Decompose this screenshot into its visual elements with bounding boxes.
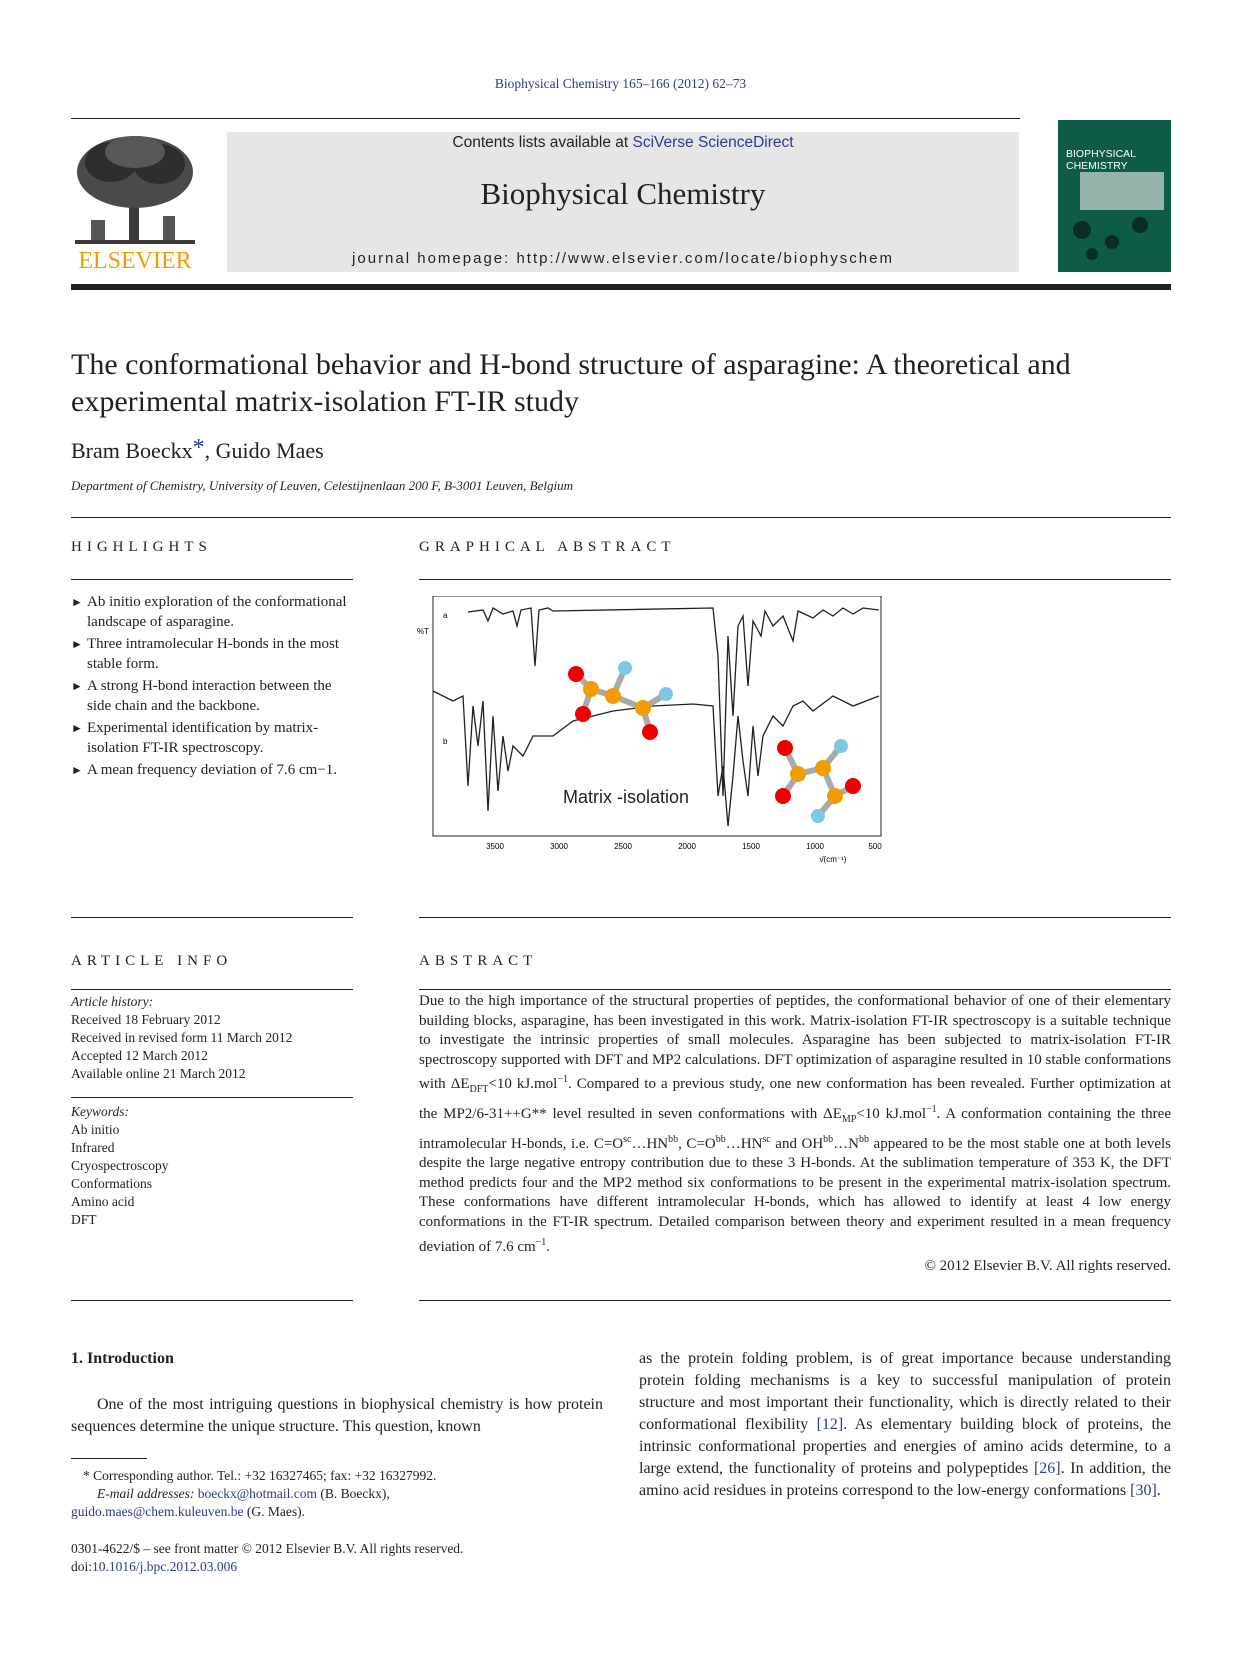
email-link[interactable]: boeckx@hotmail.com	[197, 1486, 318, 1501]
ref-link[interactable]: [12]	[816, 1416, 844, 1433]
journal-name: Biophysical Chemistry	[480, 176, 766, 211]
keyword: Conformations	[71, 1176, 152, 1191]
journal-homepage[interactable]: journal homepage: http://www.elsevier.com/locate/biophyschem	[352, 250, 894, 267]
history-item: Available online 21 March 2012	[71, 1066, 246, 1081]
contents-line: Contents lists available at SciVerse ScienceDirect	[452, 134, 794, 151]
cover-title: BIOPHYSICAL CHEMISTRY	[1066, 148, 1136, 172]
graphical-abstract-heading: GRAPHICAL ABSTRACT	[419, 539, 676, 555]
highlight-item: ► Experimental identification by matrix-isolation FT-IR spectroscopy.	[71, 718, 353, 758]
abstract-text: Due to the high importance of the structural properties of peptides, the conformational behavior of one of their elementary building blocks, asparagine, has been investigated in this work. Matrix-isolation FT-IR spectroscopy is a suitable technique to investigate the intrinsic properties of small molecules. Asparagine has been subjected to matrix-isolation FT-IR spectroscopy supported with DFT and MP2 calculations. DFT optimization of asparagine resulted in 10 stable conformations with $\Delta E_{DFT}<10$ kJ.mol$^{-1}$. Compared to a previous study, one new conformation has been revealed. Further optimization at the MP2/6-31++G** level resulted in seven conformations with $\Delta E_{MP}<10$ kJ.mol$^{-1}$. A conformation containing the three intramolecular H-bonds, i.e. $C=O^{sc}\dots HN^{bb}$, $C=O^{bb}\dots HN^{sc}$ and $OH^{bb}\dots N^{bb}$ appeared to be the most stable one at both levels despite the large negative entropy contribution due to these 3 H-bonds. At the sublimation temperature of 353 K, the DFT method predicts four and the MP2 method six conformations to be present in the experimental matrix-isolation spectrum. These conformations have different intramolecular H-bonds, which has allowed to identify at least 4 low energy conformations in the FT-IR spectrum. Detailed comparison between theory and experiment resulted in a mean frequency deviation of 7.6 $cm^{-1}$. © 2012 Elsevier B.V. All rights reserved.	[419, 992, 1171, 1277]
elsevier-logo	[71, 132, 199, 274]
graphical-abstract-figure	[413, 596, 888, 868]
x-axis-ticks	[486, 842, 882, 851]
matrix-isolation-label: Matrix -isolation	[563, 787, 690, 807]
corresponding-mark[interactable]: *	[192, 435, 205, 461]
journal-citation[interactable]: Biophysical Chemistry 165–166 (2012) 62–73	[494, 76, 747, 91]
doi-link[interactable]: 10.1016/j.bpc.2012.03.006	[92, 1559, 238, 1574]
x-tick: 3500	[486, 842, 504, 851]
x-axis-unit: ν̄(cm⁻¹)	[819, 855, 847, 864]
x-tick: 3000	[550, 842, 568, 851]
article-title: The conformational behavior and H-bond structure of asparagine: A theoretical and experimental matrix-isolation FT-IR study	[71, 348, 1071, 418]
keyword: Amino acid	[71, 1194, 135, 1209]
article-history: Article history: Received 18 February 2012 Received in revised form 11 March 2012 Accepted 12 March 2012 Available online 21 March 2012	[71, 993, 353, 1083]
cover-spheres-icon	[1062, 210, 1162, 265]
header-bar	[71, 284, 1171, 290]
x-tick: 2000	[678, 842, 696, 851]
highlights-list	[71, 592, 353, 782]
email-link[interactable]: guido.maes@chem.kuleuven.be	[71, 1504, 244, 1519]
article-info-heading: ARTICLE INFO	[71, 953, 233, 969]
elsevier-tree-icon	[71, 132, 199, 250]
copyright: © 2012 Elsevier B.V. All rights reserved.	[924, 1258, 1171, 1275]
x-tick: 2500	[614, 842, 632, 851]
keyword: DFT	[71, 1212, 97, 1227]
highlight-item: ► Three intramolecular H-bonds in the most stable form.	[71, 634, 353, 674]
affiliation: Department of Chemistry, University of Leuven, Celestijnenlaan 200 F, B-3001 Leuven, Belgium	[71, 478, 573, 493]
journal-cover	[1058, 120, 1171, 272]
section-heading-introduction: 1. Introduction	[71, 1350, 174, 1367]
intro-right-paragraph: as the protein folding problem, is of great importance because understanding protein folding mechanisms is a key to successful manipulation of protein structure and most important their functionality, which is directly related to their conformational flexibility [12]. As elementary building block of proteins, the intrinsic conformational properties and energies of amino acids determine, to a large extend, the functionality of proteins and polypeptides [26]. In addition, the amino acid residues in proteins correspond to the low-energy conformations [30].	[639, 1350, 1172, 1499]
x-tick: 1500	[742, 842, 760, 851]
author-list: Bram Boeckx*, Guido Maes	[71, 435, 324, 463]
corresponding-footnote: * Corresponding author. Tel.: +32 16327465; fax: +32 16327992. E-mail addresses: boeckx@hotmail.com (B. Boeckx), guido.maes@chem.kuleuven.be (G. Maes).	[71, 1468, 437, 1519]
history-item: Accepted 12 March 2012	[71, 1048, 208, 1063]
keyword: Cryospectroscopy	[71, 1158, 169, 1173]
x-tick: 1000	[806, 842, 824, 851]
history-item: Received 18 February 2012	[71, 1012, 221, 1027]
front-matter: 0301-4622/$ – see front matter © 2012 Elsevier B.V. All rights reserved. doi:10.1016/j.bpc.2012.03.006	[71, 1541, 464, 1574]
keyword: Infrared	[71, 1140, 115, 1155]
molecule-2	[775, 739, 861, 823]
sciencedirect-link[interactable]: SciVerse ScienceDirect	[632, 134, 794, 151]
highlights-heading: HIGHLIGHTS	[71, 539, 212, 555]
ref-link[interactable]: [30]	[1130, 1482, 1157, 1499]
molecule-1	[568, 661, 673, 740]
highlight-item: ► A strong H-bond interaction between the side chain and the backbone.	[71, 676, 353, 716]
y-axis-label: %T	[417, 627, 429, 636]
author-boeckx: Bram Boeckx	[71, 438, 193, 463]
highlight-item: ► A mean frequency deviation of 7.6 cm−1.	[71, 760, 353, 780]
intro-left-paragraph: One of the most intriguing questions in biophysical chemistry is how protein sequences determine the unique structure. This question, known	[71, 1396, 603, 1435]
trace-a-label: a	[443, 611, 448, 620]
x-tick: 500	[868, 842, 882, 851]
journal-banner	[227, 132, 1019, 272]
ref-link[interactable]: [26]	[1033, 1460, 1061, 1477]
keyword: Ab initio	[71, 1122, 120, 1137]
author-maes: Guido Maes	[215, 438, 324, 463]
trace-b-label: b	[443, 737, 448, 746]
keywords: Keywords: Ab initio Infrared Cryospectroscopy Conformations Amino acid DFT	[71, 1103, 353, 1229]
highlight-item: ► Ab initio exploration of the conformational landscape of asparagine.	[71, 592, 353, 632]
abstract-heading: ABSTRACT	[419, 953, 538, 969]
elsevier-wordmark: ELSEVIER	[78, 248, 192, 274]
history-item: Received in revised form 11 March 2012	[71, 1030, 293, 1045]
